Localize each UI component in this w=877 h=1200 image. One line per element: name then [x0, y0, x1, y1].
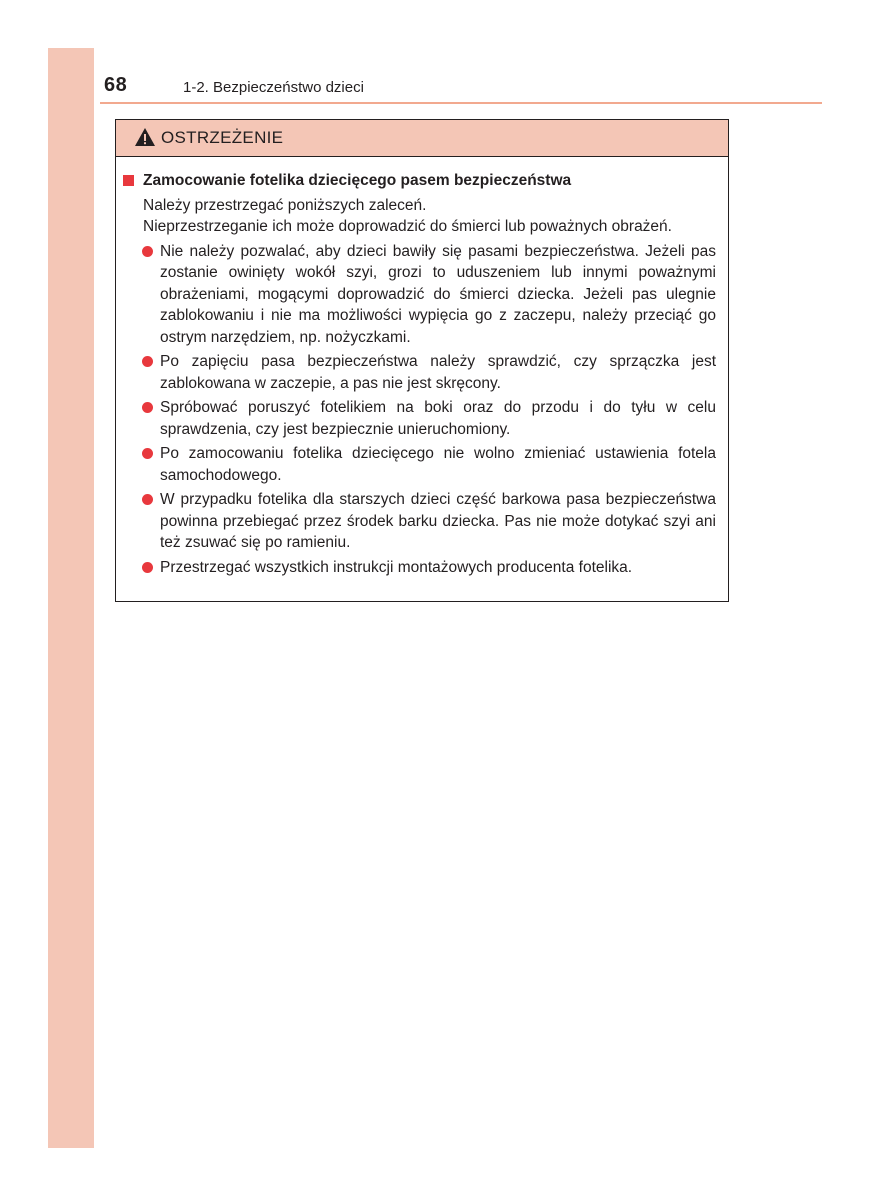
list-item-text: Nie należy pozwalać, aby dzieci bawiły się pasami bezpieczeństwa. Jeżeli pas zostanie owinięty wokół szyi, grozi to uduszeniem lub innymi poważnymi obrażeniami, mogącymi doprowadzić do śmierci dziecka. Jeżeli pas ulegnie zablokowaniu i nie ma możliwości wypięcia go z zaczepu, należy przeciąć go ostrym narzędziem, np. nożyczkami.	[160, 242, 716, 346]
page-header	[100, 74, 822, 104]
square-bullet-icon	[123, 175, 134, 186]
list-item	[123, 443, 716, 486]
circle-bullet-icon	[142, 494, 153, 505]
warning-header	[116, 120, 728, 157]
circle-bullet-icon	[142, 402, 153, 413]
circle-bullet-icon	[142, 448, 153, 459]
intro-line: Nieprzestrzeganie ich może doprowadzić do śmierci lub poważnych obrażeń.	[143, 218, 672, 235]
circle-bullet-icon	[142, 356, 153, 367]
list-item-text: Przestrzegać wszystkich instrukcji montażowych producenta fotelika.	[160, 558, 633, 576]
circle-bullet-icon	[142, 562, 153, 573]
circle-bullet-icon	[142, 246, 153, 257]
warning-bullet-list	[123, 241, 716, 579]
list-item-text: Po zamocowaniu fotelika dziecięcego nie wolno zmieniać ustawienia fotela samochodowego.	[160, 445, 716, 484]
warning-body	[116, 157, 728, 578]
list-item	[123, 557, 716, 579]
warning-label: OSTRZEŻENIE	[161, 128, 284, 147]
list-item-text: Po zapięciu pasa bezpieczeństwa należy sprawdzić, czy sprzączka jest zablokowana w zaczepie, a pas nie jest skręcony.	[160, 353, 716, 392]
list-item-text: Spróbować poruszyć fotelikiem na boki oraz do przodu i do tyłu w celu sprawdzenia, czy jest bezpiecznie unieruchomiony.	[160, 399, 716, 438]
warning-box	[115, 119, 729, 602]
list-item	[123, 397, 716, 440]
warning-triangle-icon	[134, 127, 156, 147]
intro-line: Należy przestrzegać poniższych zaleceń.	[143, 196, 427, 214]
side-color-band	[48, 48, 94, 1148]
list-item	[123, 489, 716, 554]
warning-intro	[123, 195, 716, 238]
list-item	[123, 241, 716, 349]
list-item	[123, 351, 716, 394]
list-item-text: W przypadku fotelika dla starszych dzieci część barkowa pasa bezpieczeństwa powinna przebiegać przez środek barku dziecka. Pas nie może dotykać szyi ani też zsuwać się po ramieniu.	[160, 491, 716, 551]
section-title: 1-2. Bezpieczeństwo dzieci	[183, 79, 364, 96]
warning-subheading	[123, 170, 716, 192]
warning-subheading-text: Zamocowanie fotelika dziecięcego pasem bezpieczeństwa	[143, 172, 572, 189]
page-number: 68	[104, 74, 128, 96]
